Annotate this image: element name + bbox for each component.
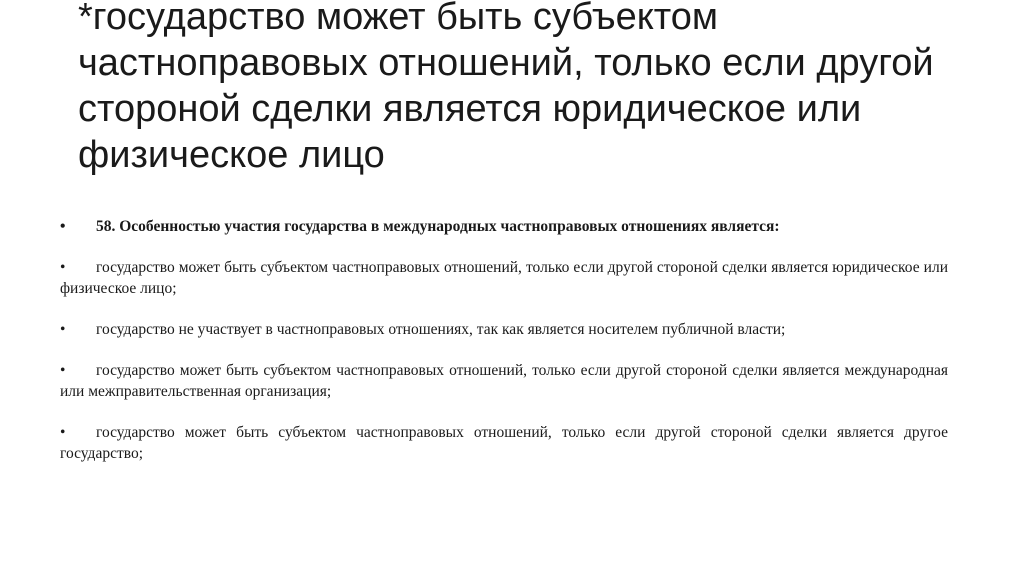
answer-option-text: государство может быть субъектом частноправовых отношений, только если другой стороной сделки является юридическое или физическое лицо; (60, 259, 948, 297)
answer-option (60, 257, 948, 299)
bullet-icon: • (60, 362, 66, 379)
answer-option (60, 422, 948, 464)
answer-option-text: государство может быть субъектом частноправовых отношений, только если другой стороной сделки является международная или межправительственная организация; (60, 362, 948, 400)
bullet-icon: • (60, 424, 66, 441)
answer-option (60, 360, 948, 402)
question-block (60, 216, 948, 484)
question-text (60, 216, 948, 237)
slide-title: *государство может быть субъектом частноправовых отношений, только если другой стороной сделки является юридическое или физическое лицо (78, 0, 934, 176)
bullet-icon: • (60, 218, 66, 235)
answer-option-text: государство не участвует в частноправовых отношениях, так как является носителем публичной власти; (96, 321, 786, 338)
question-label: 58. Особенностью участия государства в международных частноправовых отношениях является: (96, 218, 780, 235)
answer-option-text: государство может быть субъектом частноправовых отношений, только если другой стороной сделки является другое государство; (60, 424, 948, 462)
bullet-icon: • (60, 321, 66, 338)
answer-option (60, 319, 948, 340)
bullet-icon: • (60, 259, 66, 276)
